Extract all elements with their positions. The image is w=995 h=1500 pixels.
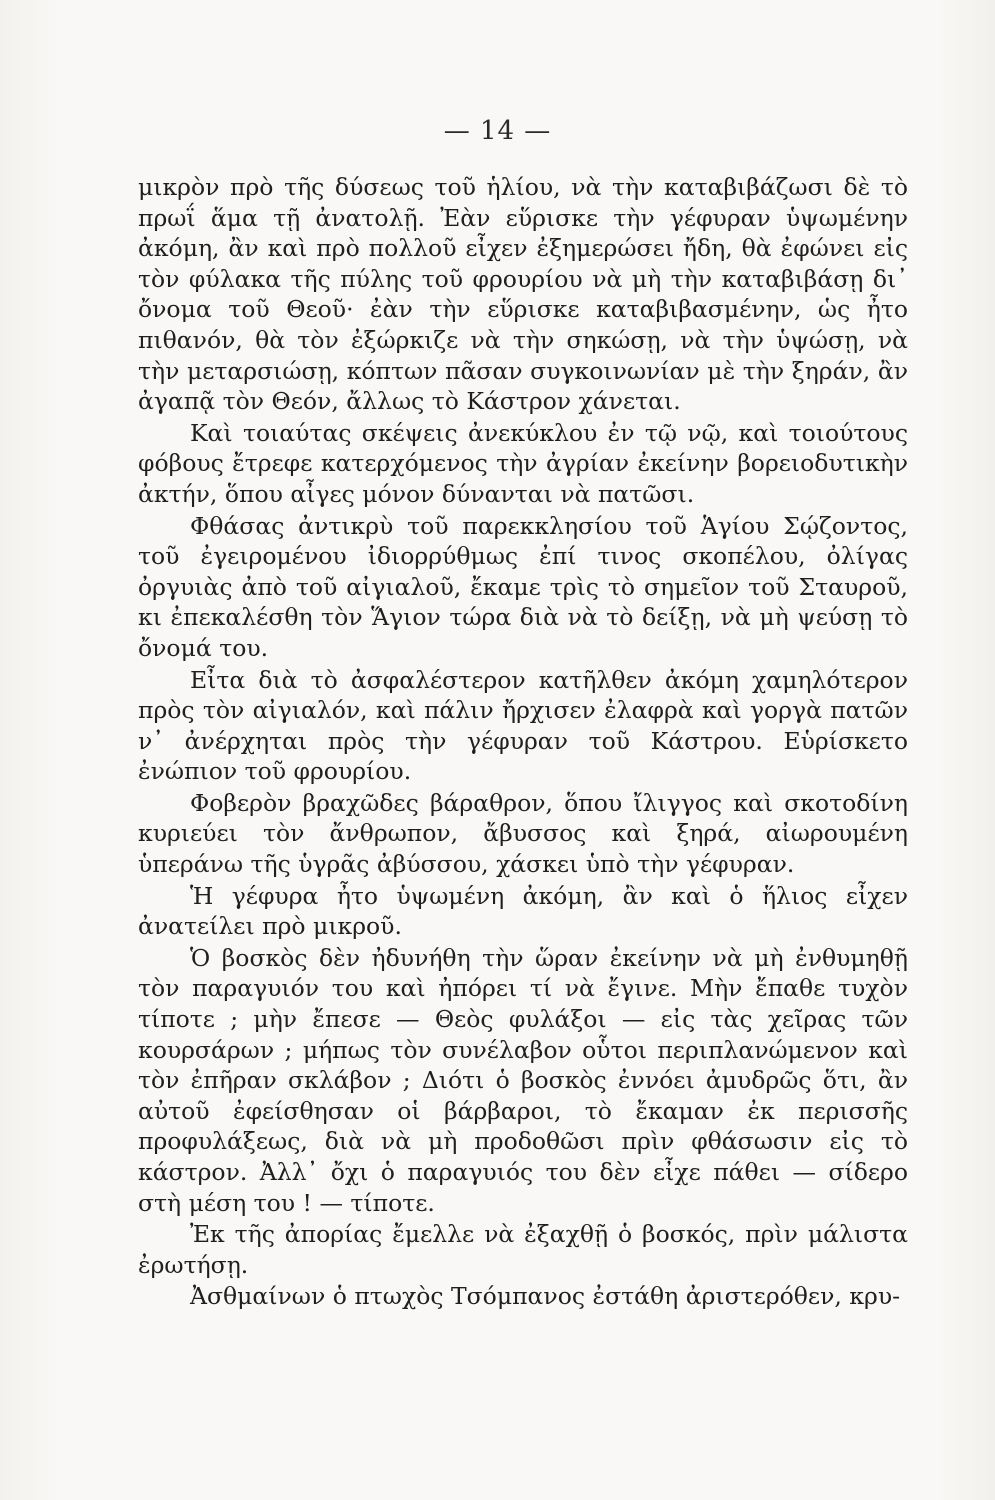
paragraph: Ἐκ τῆς ἀπορίας ἔμελλε νὰ ἐξαχθῇ ὁ βοσκός, πρὶν μάλιστα ἐρωτήσῃ.: [138, 1220, 908, 1279]
page-number: — 14 —: [443, 116, 552, 146]
paragraph: μικρὸν πρὸ τῆς δύσεως τοῦ ἡλίου, νὰ τὴν καταβιβάζωσι δὲ τὸ πρωΐ ἅμα τῇ ἀνατολῇ. Ἐὰν εὕρισκε τὴν γέφυραν ὑψωμένην ἀκόμη, ἂν καὶ πρὸ πολλοῦ εἶχεν ἐξημερώσει ἤδη, θὰ ἐφώνει εἰς τὸν φύλακα τῆς πύλης τοῦ φρουρίου νὰ μὴ τὴν καταβιβάσῃ δι᾿ ὄνομα τοῦ Θεοῦ· ἐὰν τὴν εὕρισκε καταβιβασμένην, ὡς ἦτο πιθανόν, θὰ τὸν ἐξώρκιζε νὰ τὴν σηκώσῃ, νὰ τὴν ὑψώσῃ, νὰ τὴν μεταρσιώσῃ, κόπτων πᾶσαν συγκοινωνίαν μὲ τὴν ξηράν, ἂν ἀγαπᾷ τὸν Θεόν, ἄλλως τὸ Κάστρον χάνεται.: [138, 173, 908, 416]
body-text: [138, 172, 908, 1312]
paragraph: Φοβερὸν βραχῶδες βάραθρον, ὅπου ἴλιγγος καὶ σκοτοδίνη κυριεύει τὸν ἄνθρωπον, ἄβυσσος καὶ ξηρά, αἰωρουμένη ὑπεράνω τῆς ὑγρᾶς ἀβύσσου, χάσκει ὑπὸ τὴν γέφυραν.: [138, 788, 908, 879]
paragraph: Εἶτα διὰ τὸ ἀσφαλέστερον κατῆλθεν ἀκόμη χαμηλότερον πρὸς τὸν αἰγιαλόν, καὶ πάλιν ἤρχισεν ἐλαφρὰ καὶ γοργὰ πατῶν ν᾿ ἀνέρχηται πρὸς τὴν γέφυραν τοῦ Κάστρου. Εὑρίσκετο ἐνώπιον τοῦ φρουρίου.: [138, 665, 908, 786]
paragraph: Καὶ τοιαύτας σκέψεις ἀνεκύκλου ἐν τῷ νῷ, καὶ τοιούτους φόβους ἔτρεφε κατερχόμενος τὴν ἀγρίαν ἐκείνην βορειοδυτικὴν ἀκτήν, ὅπου αἶγες μόνον δύνανται νὰ πατῶσι.: [138, 418, 908, 508]
paragraph: Φθάσας ἀντικρὺ τοῦ παρεκκλησίου τοῦ Ἁγίου Σῴζοντος, τοῦ ἐγειρομένου ἰδιορρύθμως ἐπί τινος σκοπέλου, ὀλίγας ὀργυιὰς ἀπὸ τοῦ αἰγιαλοῦ, ἔκαμε τρὶς τὸ σημεῖον τοῦ Σταυροῦ, κι ἐπεκαλέσθη τὸν Ἅγιον τώρα διὰ νὰ τὸ δείξῃ, νὰ μὴ ψεύσῃ τὸ ὄνομά του.: [138, 511, 908, 662]
paragraph: Ὁ βοσκὸς δὲν ἠδυνήθη τὴν ὥραν ἐκείνην νὰ μὴ ἐνθυμηθῇ τὸν παραγυιόν του καὶ ἠπόρει τί νὰ ἔγινε. Μὴν ἔπαθε τυχὸν τίποτε ; μὴν ἔπεσε — Θεὸς φυλάξοι — εἰς τὰς χεῖρας τῶν κουρσάρων ; μήπως τὸν συνέλαβον οὗτοι περιπλανώμενον καὶ τὸν ἐπῆραν σκλάβον ; Διότι ὁ βοσκὸς ἐννόει ἀμυδρῶς ὅτι, ἂν αὐτοῦ ἐφείσθησαν οἱ βάρβαροι, τὸ ἔκαμαν ἐκ περισσῆς προφυλάξεως, διὰ νὰ μὴ προδοθῶσι πρὶν φθάσωσιν εἰς τὸ κάστρον. Ἀλλ᾿ ὄχι ὁ παραγυιός του δὲν εἶχε πάθει — σίδερο στὴ μέση του ! — τίποτε.: [138, 943, 908, 1217]
paragraph: Ἡ γέφυρα ἦτο ὑψωμένη ἀκόμη, ἂν καὶ ὁ ἥλιος εἶχεν ἀνατείλει πρὸ μικροῦ.: [138, 881, 908, 941]
paragraph: Ἀσθμαίνων ὁ πτωχὸς Τσόμπανος ἐστάθη ἀριστερόθεν, κρυ-: [190, 1282, 901, 1311]
